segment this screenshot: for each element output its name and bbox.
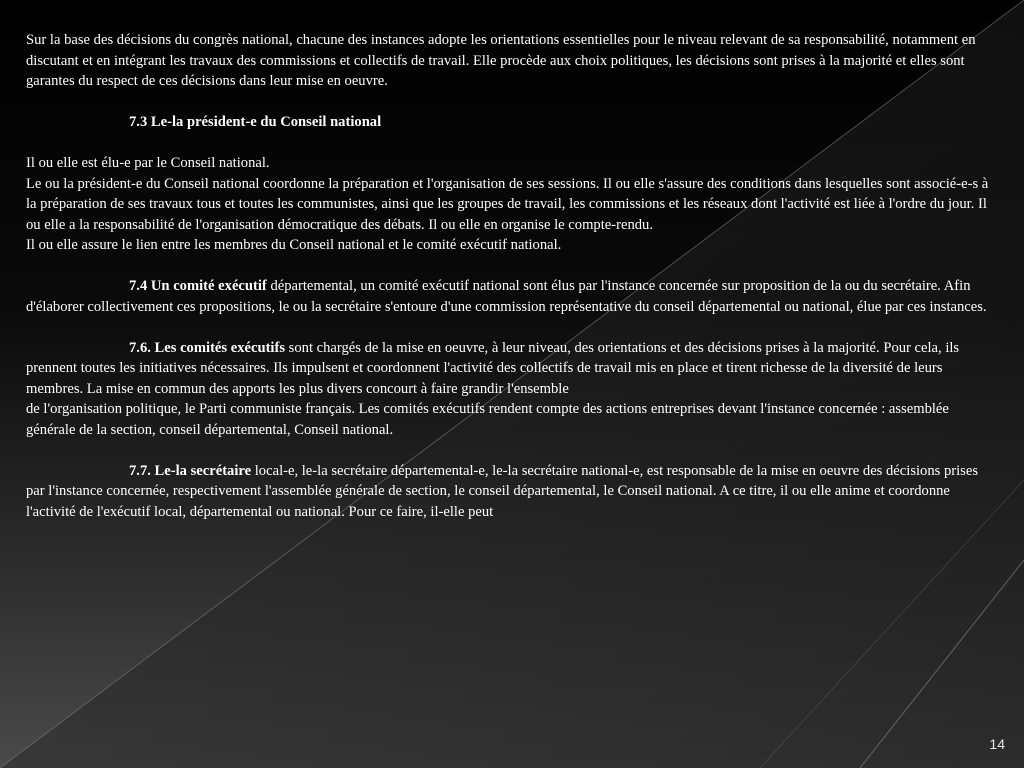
- section-7-3-line-2: Le ou la président-e du Conseil national coordonne la préparation et l'organisation de ses sessions. Il ou elle s'assure des conditions dans lesquelles sont associé-e-s à la préparation de ses travaux tous et toutes les communistes, ainsi que les groupes de travail, les commissions et les réseaux dont l'activité est liée à l'ordre du jour. Il ou elle a la responsabilité de l'organisation démocratique des débats. Il ou elle en organise le compte-rendu.: [26, 175, 989, 233]
- section-7-4-text: départemental, un comité exécutif national sont élus par l'instance concernée sur proposition de la ou du secrétaire. Afin d'élaborer collectivement ces propositions, le ou la secrétaire s'entoure d'une commission représentative du conseil départemental ou national, élue par ces instances.: [26, 278, 987, 315]
- section-7-6-text-part1: sont chargés de la mise en oeuvre, à leur niveau, des orientations et des décisions prises à la majorité. Pour cela, ils prennent toutes les initiatives nécessaires. Ils impulsent et coordonnent l'activité des collectifs de travail mis en place et tirent richesse de la diversité de leurs membres. La mise en commun des apports les plus divers concourt à faire grandir l'ensemble: [26, 339, 960, 397]
- section-7-4-heading: 7.4 Un comité exécutif: [129, 278, 267, 294]
- section-7-6-paragraph: [26, 338, 994, 441]
- spacer: [26, 256, 994, 277]
- slide-body: [26, 30, 994, 522]
- section-7-7-text: local-e, le-la secrétaire départemental-e, le-la secrétaire national-e, est responsable de la mise en oeuvre des décisions prises par l'instance concernée, respectivement l'assemblée générale de section, le conseil départemental, le Conseil national. A ce titre, il ou elle anime et coordonne l'activité de l'exécutif local, départemental ou national. Pour ce faire, il-elle peut: [26, 462, 979, 520]
- intro-paragraph: Sur la base des décisions du congrès national, chacune des instances adopte les orientations essentielles pour le niveau relevant de sa responsabilité, notamment en discutant et en intégrant les travaux des commissions et collectifs de travail. Elle procède aux choix politiques, les décisions sont prises à la majorité et elles sont garantes du respect de ces décisions dans leur mise en oeuvre.: [26, 32, 976, 89]
- section-7-3-line-3: Il ou elle assure le lien entre les membres du Conseil national et le comité exécutif national.: [26, 237, 562, 253]
- section-7-7-heading: 7.7. Le-la secrétaire: [129, 462, 252, 479]
- section-7-6-text-part2: de l'organisation politique, le Parti communiste français. Les comités exécutifs rendent compte des actions entreprises devant l'instance concernée : assemblée générale de la section, conseil départemental, Conseil national.: [26, 401, 949, 438]
- section-7-3-heading-line: [26, 112, 994, 133]
- section-7-4-paragraph: [26, 276, 994, 317]
- spacer: [26, 440, 994, 461]
- spacer: [26, 317, 994, 338]
- page-number: 14: [989, 736, 1005, 752]
- section-7-3-line-1: Il ou elle est élu-e par le Conseil national.: [26, 155, 270, 171]
- section-7-3-heading: 7.3 Le-la président-e du Conseil national: [129, 114, 382, 130]
- spacer: [26, 92, 994, 113]
- spacer: [26, 133, 994, 154]
- section-7-6-heading: 7.6. Les comités exécutifs: [129, 339, 286, 356]
- section-7-7-paragraph: [26, 461, 994, 523]
